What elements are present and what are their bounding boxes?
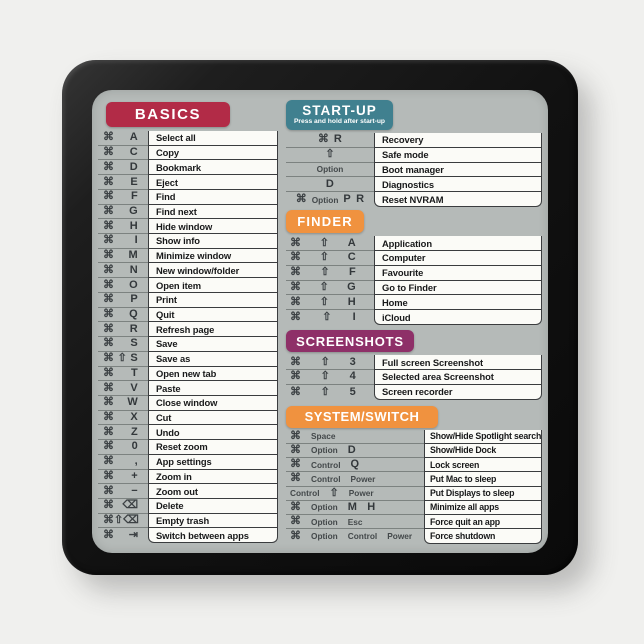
command-key-icon: ⌘ (290, 515, 301, 528)
key-z: Z (130, 425, 138, 438)
shortcut-row (98, 528, 278, 543)
shortcut-row (98, 234, 278, 249)
shortcut-description: Force quit an app (424, 515, 542, 529)
shortcut-description: Quit (148, 308, 278, 323)
shortcut-row (98, 308, 278, 323)
shortcut-row (98, 455, 278, 470)
shortcut-row (98, 514, 278, 529)
section-header-screenshots (286, 330, 414, 352)
shortcut-keys (98, 234, 148, 249)
command-key-icon: ⌘ (295, 193, 307, 206)
shortcut-row (98, 293, 278, 308)
key-e: E (130, 175, 138, 188)
shortcut-keys (98, 425, 148, 440)
shift-key-icon: ⇧ (319, 281, 329, 294)
key-m: M (128, 249, 138, 262)
shortcut-keys (98, 175, 148, 190)
command-key-icon: ⌘ (103, 322, 114, 335)
key-option: Option (311, 445, 338, 456)
key-4: 4 (349, 370, 356, 383)
section-subtitle: Press and hold after start-up (293, 118, 386, 126)
shortcut-keys (98, 352, 148, 367)
shortcut-description: Select all (148, 131, 278, 146)
shortcut-row (98, 278, 278, 293)
shortcut-row (98, 263, 278, 278)
shortcut-keys (286, 487, 424, 501)
key-option: Option (311, 516, 338, 527)
shortcut-row (286, 281, 542, 296)
shift-key-icon: ⇧ (114, 514, 124, 527)
command-key-icon: ⌘ (103, 396, 114, 409)
shortcut-description: Application (374, 236, 542, 251)
section-screenshots (286, 330, 542, 399)
shortcut-description: Force shutdown (424, 529, 542, 543)
section-header-system-switch (286, 406, 438, 428)
key-option: Option (311, 194, 339, 205)
key-power: Power (387, 531, 413, 542)
shortcut-row (286, 430, 542, 444)
command-key-icon: ⌘ (103, 529, 114, 542)
shortcut-row (98, 499, 278, 514)
shortcut-description: Eject (148, 175, 278, 190)
key-x: X (130, 411, 138, 424)
shortcut-keys (286, 236, 374, 251)
shortcut-keys (98, 205, 148, 220)
command-key-icon: ⌘ (103, 293, 114, 306)
command-key-icon: ⌘ (103, 234, 114, 247)
key-d: D (325, 177, 335, 190)
delete-key-icon: ⌫ (122, 499, 138, 512)
shortcut-keys (286, 251, 374, 266)
command-key-icon: ⌘ (103, 352, 114, 365)
shortcut-row (98, 470, 278, 485)
shortcut-description: Switch between apps (148, 528, 278, 543)
shortcut-description: Delete (148, 499, 278, 514)
finder-rows (286, 236, 542, 325)
tab-key-icon: ⇥ (128, 529, 138, 542)
shift-key-icon: ⇧ (117, 352, 127, 365)
shortcut-description: Put Displays to sleep (424, 487, 542, 501)
command-key-icon: ⌘ (103, 411, 114, 424)
shortcut-row (98, 425, 278, 440)
command-key-icon: ⌘ (290, 429, 301, 442)
key-d: D (129, 160, 138, 173)
shortcut-description: Paste (148, 381, 278, 396)
shift-key-icon: ⇧ (319, 251, 329, 264)
command-key-icon: ⌘ (103, 160, 114, 173)
command-key-icon: ⌘ (290, 458, 301, 471)
command-key-icon: ⌘ (103, 219, 114, 232)
shortcut-description: Boot manager (374, 163, 542, 178)
shortcut-description: Put Mac to sleep (424, 472, 542, 486)
shortcut-description: Lock screen (424, 458, 542, 472)
shortcut-row (98, 146, 278, 161)
key-q: Q (350, 458, 360, 471)
shortcut-keys (98, 440, 148, 455)
shortcut-row (98, 249, 278, 264)
command-key-icon: ⌘ (103, 469, 114, 482)
key-power: Power (348, 488, 374, 499)
key-control: Control (290, 488, 320, 499)
shortcut-keys (286, 148, 374, 163)
shortcut-row (286, 133, 542, 148)
shortcut-keys (286, 515, 424, 529)
command-key-icon: ⌘ (290, 266, 301, 279)
shortcut-description: Computer (374, 251, 542, 266)
key-a: A (129, 131, 138, 144)
shortcut-keys (286, 370, 374, 385)
shortcut-row (286, 501, 542, 515)
key-f: F (348, 266, 356, 279)
key-5: 5 (349, 385, 356, 398)
command-key-icon: ⌘ (103, 455, 114, 468)
command-key-icon: ⌘ (103, 131, 114, 144)
section-title: FINDER (297, 214, 353, 230)
shortcut-keys (98, 381, 148, 396)
section-header-basics (106, 102, 230, 127)
shortcut-row (98, 411, 278, 426)
command-key-icon: ⌘ (290, 529, 301, 542)
shortcut-keys (98, 367, 148, 382)
shortcut-keys (98, 528, 148, 543)
shortcut-description: Copy (148, 146, 278, 161)
shortcut-row (286, 163, 542, 178)
shortcut-keys (286, 444, 424, 458)
shortcut-row (98, 381, 278, 396)
section-header-startup (286, 100, 393, 130)
command-key-icon: ⌘ (103, 175, 114, 188)
shortcut-row (98, 396, 278, 411)
shift-key-icon: ⇧ (329, 486, 339, 499)
key-r: R (356, 193, 365, 206)
shortcut-keys (98, 396, 148, 411)
shortcut-description: Minimize window (148, 249, 278, 264)
shortcut-description: Undo (148, 425, 278, 440)
section-startup (286, 100, 542, 207)
key-t: T (130, 366, 138, 379)
shift-key-icon: ⇧ (320, 355, 330, 368)
shortcut-keys (286, 192, 374, 207)
command-key-icon: ⌘ (103, 425, 114, 438)
shortcut-keys (98, 322, 148, 337)
section-system-switch (286, 406, 542, 544)
shortcut-keys (286, 430, 424, 444)
shortcut-description: Go to Finder (374, 281, 542, 296)
shortcut-description: Close window (148, 396, 278, 411)
key-option: Option (311, 531, 338, 542)
key-3: 3 (349, 355, 356, 368)
plus-key: + (131, 469, 138, 482)
shortcut-description: Bookmark (148, 160, 278, 175)
command-key-icon: ⌘ (290, 500, 301, 513)
shortcut-description: Zoom out (148, 484, 278, 499)
key-s: S (130, 337, 138, 350)
shortcut-row (286, 266, 542, 281)
shortcut-row (286, 487, 542, 501)
shortcut-row (98, 352, 278, 367)
key-option: Option (316, 164, 344, 175)
key-power: Power (350, 473, 376, 484)
command-key-icon: ⌘ (103, 499, 114, 512)
command-key-icon: ⌘ (103, 146, 114, 159)
key-esc: Esc (347, 516, 363, 527)
key-h: H (129, 219, 138, 232)
command-key-icon: ⌘ (103, 249, 114, 262)
shortcut-description: Refresh page (148, 322, 278, 337)
shift-key-icon: ⇧ (319, 236, 329, 249)
shortcut-description: Favourite (374, 266, 542, 281)
shortcut-description: Minimize all apps (424, 501, 542, 515)
shortcut-row (286, 515, 542, 529)
key-space: Space (311, 431, 336, 442)
key-option: Option (311, 502, 338, 513)
shortcut-description: Save as (148, 352, 278, 367)
key-d: D (347, 443, 356, 456)
command-key-icon: ⌘ (103, 263, 114, 276)
shortcut-description: Open new tab (148, 367, 278, 382)
shortcut-keys (286, 310, 374, 325)
command-key-icon: ⌘ (290, 472, 301, 485)
shortcut-row (286, 310, 542, 325)
shortcut-keys (286, 458, 424, 472)
shortcut-description: Reset zoom (148, 440, 278, 455)
key-c: C (129, 146, 138, 159)
shortcut-keys (286, 281, 374, 296)
shortcut-description: Hide window (148, 219, 278, 234)
screenshots-rows (286, 355, 542, 399)
shortcut-description: Home (374, 295, 542, 310)
shortcut-row (286, 177, 542, 192)
command-key-icon: ⌘ (290, 443, 301, 456)
shortcut-description: Recovery (374, 133, 542, 148)
shortcut-row (286, 251, 542, 266)
command-key-icon: ⌘ (317, 133, 329, 146)
shortcut-keys (98, 484, 148, 499)
shortcut-keys (98, 293, 148, 308)
command-key-icon: ⌘ (103, 278, 114, 291)
section-basics (98, 102, 278, 543)
shortcut-description: Save (148, 337, 278, 352)
shortcut-row (286, 355, 542, 370)
key-0: 0 (131, 440, 138, 453)
delete-key-icon: ⌫ (123, 514, 139, 527)
section-header-finder (286, 210, 364, 233)
shortcut-keys (98, 411, 148, 426)
shortcut-keys (98, 263, 148, 278)
section-title: START-UP (302, 102, 377, 118)
key-m: M (347, 500, 358, 513)
shift-key-icon: ⇧ (319, 295, 329, 308)
shortcut-description: Diagnostics (374, 177, 542, 192)
shift-key-icon: ⇧ (325, 148, 335, 161)
shortcut-row (98, 440, 278, 455)
shortcut-row (286, 444, 542, 458)
shortcut-keys (286, 295, 374, 310)
command-key-icon: ⌘ (290, 385, 301, 398)
basics-rows (98, 131, 278, 543)
section-title: BASICS (134, 106, 202, 123)
shortcut-keys (98, 514, 148, 529)
key-i: I (352, 311, 356, 324)
shortcut-row (98, 219, 278, 234)
key-r: R (129, 322, 138, 335)
key-g: G (129, 204, 138, 217)
shortcut-keys (98, 131, 148, 146)
shortcut-description: Show/Hide Dock (424, 444, 542, 458)
shortcut-row (98, 175, 278, 190)
shortcut-description: iCloud (374, 310, 542, 325)
shortcut-row (286, 192, 542, 207)
shortcut-row (286, 458, 542, 472)
key-h: H (367, 500, 376, 513)
command-key-icon: ⌘ (103, 190, 114, 203)
shortcut-description: Selected area Screenshot (374, 370, 542, 385)
shortcut-description: App settings (148, 455, 278, 470)
command-key-icon: ⌘ (103, 440, 114, 453)
key-a: A (347, 236, 356, 249)
shortcut-description: New window/folder (148, 263, 278, 278)
key-f: F (130, 190, 138, 203)
key-r: R (333, 133, 343, 146)
command-key-icon: ⌘ (290, 311, 301, 324)
shift-key-icon: ⇧ (320, 370, 330, 383)
command-key-icon: ⌘ (290, 355, 301, 368)
shortcut-description: Full screen Screenshot (374, 355, 542, 370)
section-title: SCREENSHOTS (296, 333, 404, 349)
key-control: Control (311, 459, 341, 470)
shortcut-keys (98, 278, 148, 293)
right-column (286, 100, 542, 544)
minus-key: − (131, 484, 138, 497)
key-i: I (134, 234, 138, 247)
key-q: Q (129, 307, 138, 320)
command-key-icon: ⌘ (290, 295, 301, 308)
shortcut-keys (98, 190, 148, 205)
key-control: Control (311, 473, 341, 484)
shortcut-description: Show info (148, 234, 278, 249)
shortcut-keys (286, 177, 374, 192)
shortcut-description: Open item (148, 278, 278, 293)
shortcut-description: Print (148, 293, 278, 308)
section-title: SYSTEM/SWITCH (304, 409, 420, 425)
shortcut-keys (98, 249, 148, 264)
shortcut-keys (286, 133, 374, 148)
shortcut-description: Show/Hide Spotlight search (424, 430, 542, 444)
shortcut-keys (286, 529, 424, 543)
key-w: W (127, 396, 138, 409)
shortcut-keys (98, 219, 148, 234)
command-key-icon: ⌘ (103, 381, 114, 394)
key-o: O (129, 278, 138, 291)
section-finder (286, 210, 542, 325)
shortcut-keys (286, 163, 374, 178)
shortcut-keys (98, 146, 148, 161)
shortcut-row (98, 131, 278, 146)
command-key-icon: ⌘ (103, 204, 114, 217)
command-key-icon: ⌘ (103, 366, 114, 379)
key-v: V (130, 381, 138, 394)
shortcut-row (98, 337, 278, 352)
shortcut-description: Find (148, 190, 278, 205)
key-p: P (343, 193, 352, 206)
shortcut-keys (286, 385, 374, 400)
key-c: C (347, 251, 356, 264)
shortcut-row (286, 472, 542, 486)
shortcut-keys (286, 355, 374, 370)
key-control: Control (347, 531, 378, 542)
shortcut-keys (98, 470, 148, 485)
shortcut-description: Empty trash (148, 514, 278, 529)
shortcut-row (286, 236, 542, 251)
command-key-icon: ⌘ (103, 337, 114, 350)
shortcut-keys (98, 455, 148, 470)
shortcut-keys (98, 160, 148, 175)
key-n: N (129, 263, 138, 276)
shortcut-keys (98, 499, 148, 514)
shortcut-description: Cut (148, 411, 278, 426)
shortcut-keys (286, 472, 424, 486)
command-key-icon: ⌘ (103, 514, 114, 527)
shortcut-row (98, 322, 278, 337)
shortcut-description: Reset NVRAM (374, 192, 542, 207)
command-key-icon: ⌘ (103, 307, 114, 320)
shortcut-row (286, 370, 542, 385)
command-key-icon: ⌘ (290, 236, 301, 249)
shortcut-keys (98, 308, 148, 323)
shortcut-row (98, 190, 278, 205)
command-key-icon: ⌘ (103, 484, 114, 497)
shortcut-row (286, 148, 542, 163)
key-g: G (347, 281, 356, 294)
shortcut-description: Safe mode (374, 148, 542, 163)
shortcut-row (286, 295, 542, 310)
shortcut-row (98, 367, 278, 382)
shortcut-keys (98, 337, 148, 352)
command-key-icon: ⌘ (290, 251, 301, 264)
shortcut-description: Find next (148, 205, 278, 220)
key-s: S (130, 352, 138, 365)
magnet-frame (62, 60, 578, 575)
command-key-icon: ⌘ (290, 370, 301, 383)
shift-key-icon: ⇧ (320, 385, 330, 398)
shortcut-description: Zoom in (148, 470, 278, 485)
comma-key: , (134, 455, 138, 468)
shortcut-row (286, 529, 542, 543)
shortcut-keys (286, 501, 424, 515)
shortcut-row (98, 484, 278, 499)
shift-key-icon: ⇧ (320, 266, 330, 279)
key-h: H (347, 295, 356, 308)
shortcut-row (98, 160, 278, 175)
shortcut-description: Screen recorder (374, 385, 542, 400)
shortcut-row (286, 385, 542, 400)
startup-rows (286, 133, 542, 207)
command-key-icon: ⌘ (290, 281, 301, 294)
key-p: P (130, 293, 138, 306)
shortcuts-card (92, 90, 548, 553)
system-rows (286, 430, 542, 544)
shortcut-keys (286, 266, 374, 281)
shortcut-row (98, 205, 278, 220)
shift-key-icon: ⇧ (322, 311, 332, 324)
